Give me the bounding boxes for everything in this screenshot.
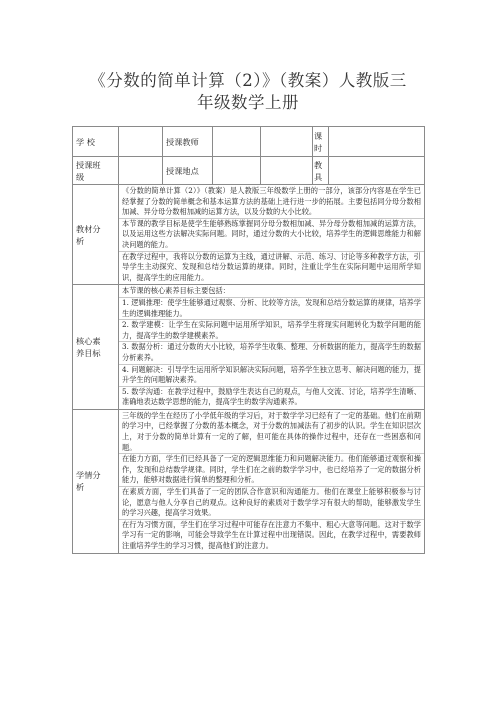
period-label: 课 时 [313,127,329,157]
header-row-1 [73,127,425,157]
analysis-label: 教材分 析 [73,185,119,285]
title-line-1: 《分数的简单计算（2）》（教案）人教版三 [89,71,407,90]
core-paragraph: 2. 数学建模：让学生在实际问题中运用所学知识，培养学生将现实问题转化为数学问题的能力，提高学生的数学建模素养。 [119,319,424,341]
header-row-2 [73,157,425,185]
teacher-value [213,127,261,157]
core-label: 核心素 养目标 [73,285,119,410]
students-paragraph: 在行为习惯方面，学生们在学习过程中可能存在注意力不集中、粗心大意等问题。这对于数学学习有一定的影响，可能会导致学生在计算过程中出现错误。因此，在教学过程中，需要教师注重培养学生的学习习惯，提高他们的注意力。 [119,519,424,552]
class-label: 授课班 级 [73,157,119,185]
analysis-paragraph: 《分数的简单计算（2）》（教案）是人教版三年级数学上册的一部分，该部分内容是在学生已经掌握了分数的简单概念和基本运算方法的基础上进行进一步的拓展。主要包括同分母分数相加减、异分母分数相加减的运算方法，以及分数的大小比较。 [122,186,421,217]
title-line-2: 年级数学上册 [197,93,299,112]
analysis-content [119,185,425,285]
analysis-row [73,185,425,285]
students-paragraph: 在素质方面，学生们具备了一定的团队合作意识和沟通能力。他们在课堂上能够积极参与讨论，愿意与他人分享自己的观点。这种良好的素质对于数学学习有很大的帮助，能够激发学生的学习兴趣，提高学习效果。 [119,486,424,519]
school-label: 学 校 [73,127,119,157]
class-value [119,157,163,185]
core-content [119,285,425,410]
students-row [73,409,425,553]
students-paragraph: 三年级的学生在经历了小学低年级的学习后，对于数学学习已经有了一定的基础。他们在前期的学习中，已经掌握了分数的基本概念，对于分数的加减法有了初步的认识。学生在知识层次上，对于分数的简单计算有一定的了解，但可能在具体的操作过程中，还存在一些困惑和问题。 [122,410,421,452]
core-paragraph: 1. 逻辑推理：使学生能够通过观察、分析、比较等方法，发现和总结分数运算的规律，培养学生的逻辑推理能力。 [119,297,424,319]
textbook-label: 教 具 [313,157,329,185]
students-paragraph: 在能力方面，学生们已经具备了一定的逻辑思维能力和问题解决能力。他们能够通过观察和操作，发现和总结数学规律。同时，学生们在之前的数学学习中，也已经培养了一定的数据分析能力，能够对数据进行简单的整理和分析。 [119,453,424,486]
analysis-paragraph: 本节课的教学目标是使学生能够熟练掌握同分母分数相加减、异分母分数相加减的运算方法，以及运用这些方法解决实际问题。同时，通过分数的大小比较，培养学生的逻辑思维能力和解决问题的能力。 [119,218,424,251]
core-row [73,285,425,410]
school-value [119,127,163,157]
teacher-label: 授课教师 [163,127,213,157]
students-content [119,409,425,553]
location-extra [261,157,313,185]
core-paragraph: 4. 问题解决：引导学生运用所学知识解决实际问题，培养学生独立思考、解决问题的能力，提升学生的问题解决素养。 [119,364,424,386]
core-paragraph: 3. 数据分析：通过分数的大小比较，培养学生收集、整理、分析数据的能力，提高学生的数据分析素养。 [119,341,424,363]
students-label: 学情分 析 [73,409,119,553]
teacher-extra [261,127,313,157]
location-label: 授课地点 [163,157,213,185]
textbook-value [329,157,425,185]
core-paragraph: 本节课的核心素养目标主要包括： [122,286,230,296]
core-paragraph: 5. 数学沟通：在教学过程中，鼓励学生表达自己的观点，与他人交流、讨论，培养学生清晰、准确地表达数学思想的能力，提高学生的数学沟通素养。 [119,386,424,408]
analysis-paragraph: 在教学过程中，我将以分数的运算为主线，通过讲解、示范、练习、讨论等多种教学方法，引导学生主动探究、发现和总结分数运算的规律。同时，注重让学生在实际问题中运用所学知识，提高学生的应用能力。 [119,251,424,284]
location-value [213,157,261,185]
period-value [329,127,425,157]
lesson-plan-table [72,126,425,554]
document-title [60,70,436,114]
